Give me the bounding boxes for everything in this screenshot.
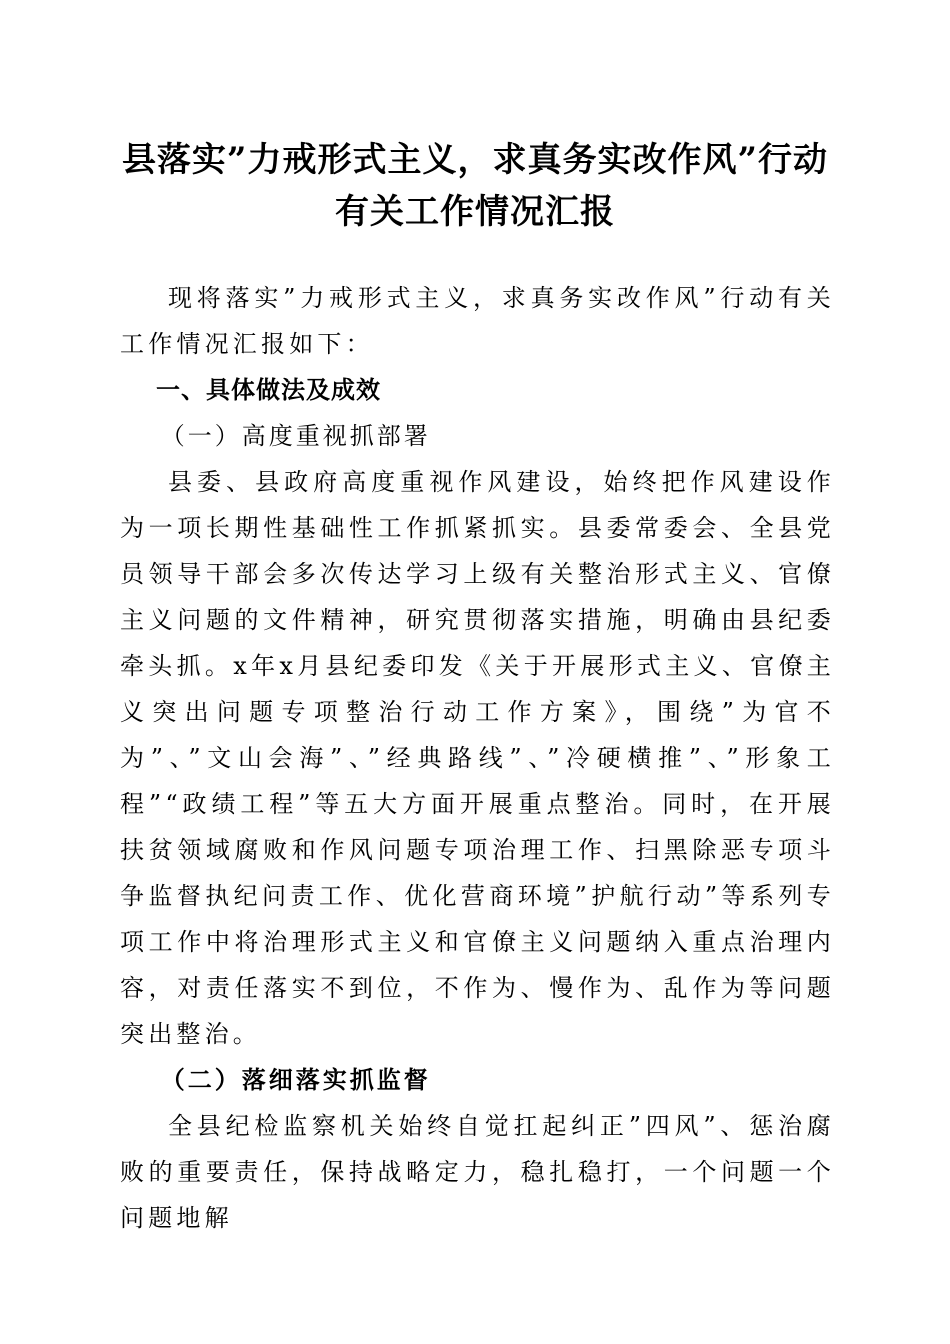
- section-heading: 一、具体做法及成效: [156, 376, 381, 404]
- document-body: [120, 275, 835, 1241]
- subsection-heading: （二）落细落实抓监督: [160, 1065, 431, 1094]
- body-paragraph: 县委、县政府高度重视作风建设，始终把作风建设作为一项长期性基础性工作抓紧抓实。县委常委会、全县党员领导干部会多次传达学习上级有关整治形式主义、官僚主义问题的文件精神，研究贯彻落实措施，明确由县纪委牵头抓。x年x月县纪委印发《关于开展形式主义、官僚主义突出问题专项整治行动工作方案》，围绕”为官不为”、”文山会海”、”经典路线”、”冷硬横推”、”形象工程”“政绩工程”等五大方面开展重点整治。同时，在开展扶贫领域腐败和作风问题专项治理工作、扫黑除恶专项斗争监督执纪问责工作、优化营商环境”护航行动”等系列专项工作中将治理形式主义和官僚主义问题纳入重点治理内容，对责任落实不到位，不作为、慢作为、乱作为等问题突出整治。: [120, 468, 835, 1048]
- body-paragraph: 全县纪检监察机关始终自觉扛起纠正”四风”、惩治腐败的重要责任，保持战略定力，稳扎稳打，一个问题一个问题地解: [120, 1112, 835, 1232]
- document-title: 县落实”力戒形式主义，求真务实改作风”行动有关工作情况汇报: [121, 140, 829, 232]
- subsection-heading: （一）高度重视抓部署: [160, 422, 431, 450]
- intro-paragraph: 现将落实”力戒形式主义，求真务实改作风”行动有关工作情况汇报如下：: [120, 284, 835, 358]
